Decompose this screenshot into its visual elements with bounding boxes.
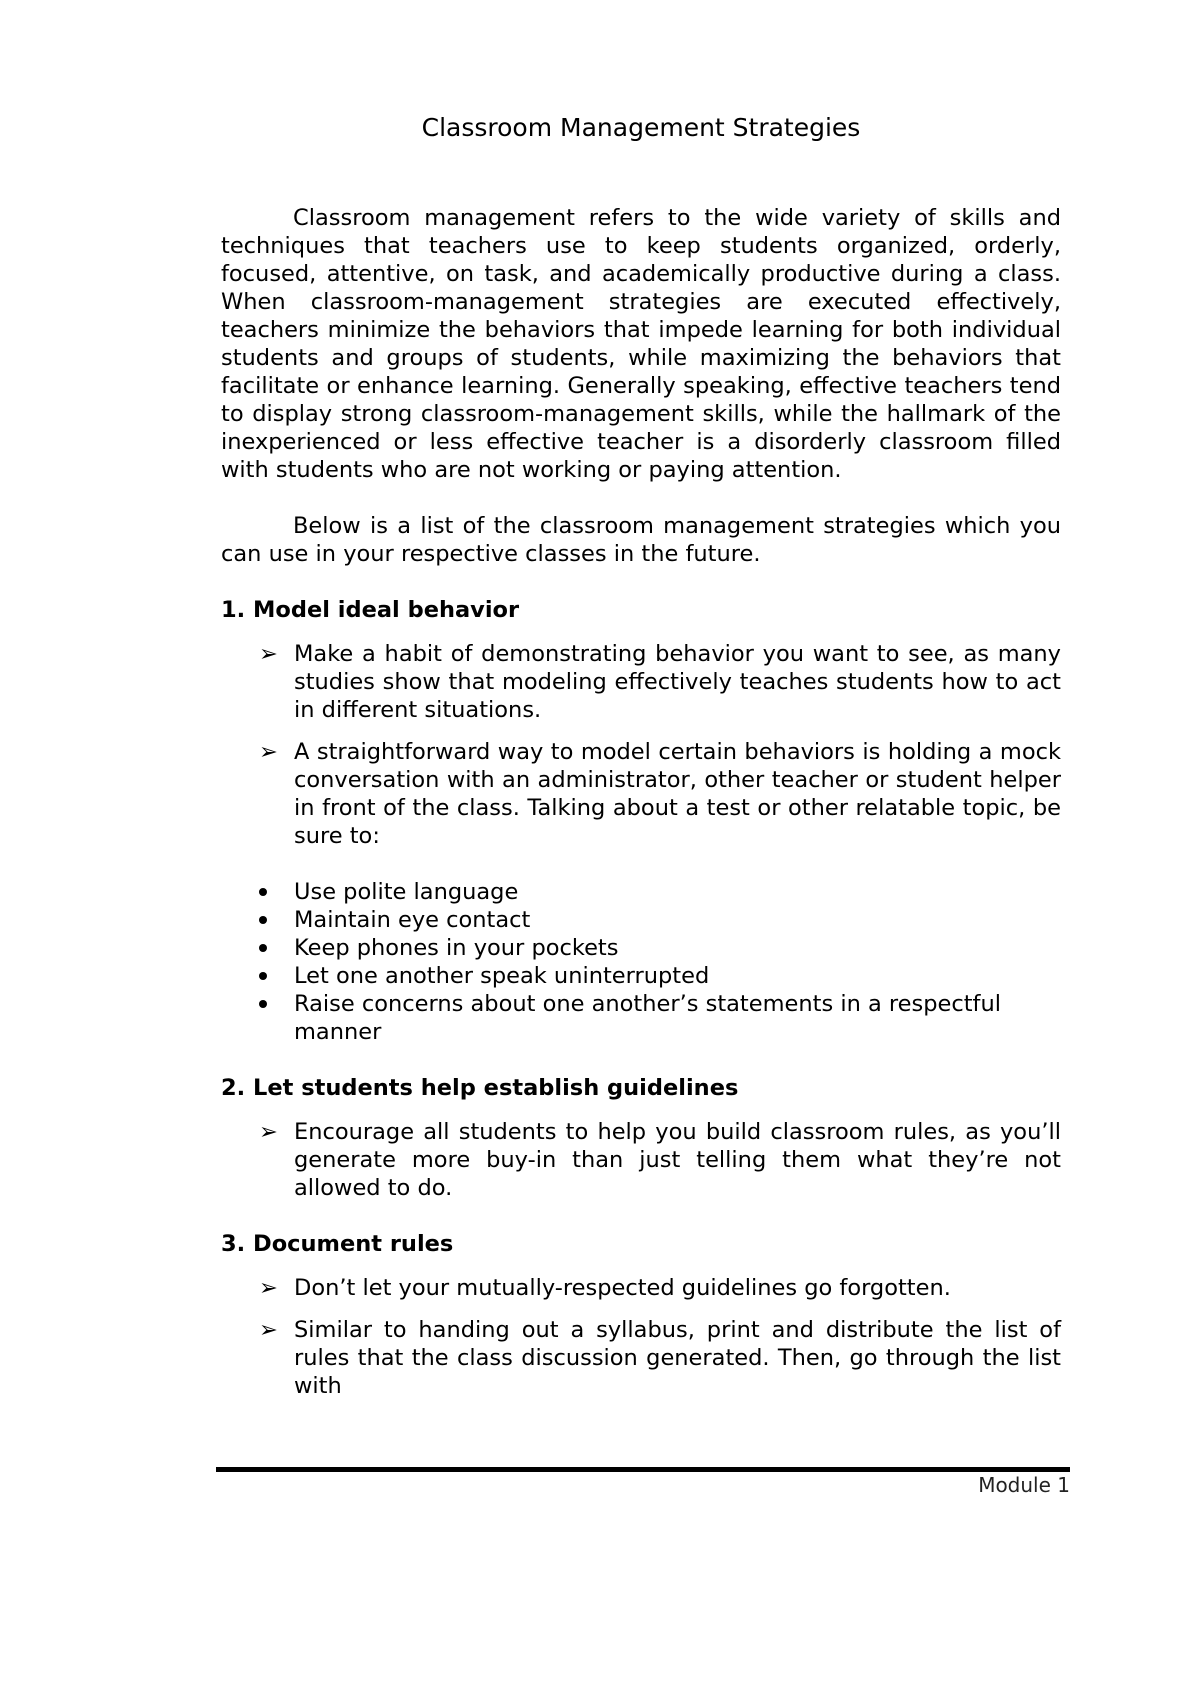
section-heading-model-ideal-behavior: 1. Model ideal behavior (221, 597, 520, 623)
section-heading-let-students-help: 2. Let students help establish guidelines (221, 1075, 739, 1101)
list-intro-paragraph: Below is a list of the classroom management strategies which you can use in your respective classes in the future. (221, 513, 1061, 567)
arrow-bullet-icon: ➢ (259, 1275, 278, 1301)
arrow-bullet-icon: ➢ (259, 1317, 278, 1343)
document-title: Classroom Management Strategies (421, 113, 861, 142)
intro-paragraph: Classroom management refers to the wide variety of skills and techniques that teachers use to keep students organized, orderly, focused, attentive, on task, and academically productive during a class. When classroom-management strategies are executed effectively, teachers minimize the behaviors that impede learning for both individual students and groups of students, while maximizing the behaviors that facilitate or enhance learning. Generally speaking, effective teachers tend to display strong classroom-management skills, while the hallmark of the inexperienced or less effective teacher is a disorderly classroom filled with students who are not working or paying attention. (221, 205, 1061, 483)
bullet-item-text: Raise concerns about one another’s statements in a respectful manner (294, 991, 1001, 1045)
bullet-item-text: Maintain eye contact (294, 907, 531, 933)
bullet-list-item (221, 878, 1061, 906)
bullet-dot-icon (259, 972, 267, 980)
arrow-list-item (221, 738, 1061, 850)
bullet-list-item (221, 906, 1061, 934)
footer-module-label: Module 1 (978, 1473, 1070, 1497)
bullet-item-text: Use polite language (294, 879, 519, 905)
bullet-list-item (221, 990, 1061, 1046)
arrow-list-item (221, 1316, 1061, 1400)
bullet-list-item (221, 962, 1061, 990)
bullet-dot-icon (259, 888, 267, 896)
arrow-list-item (221, 1274, 1061, 1302)
section-heading-document-rules: 3. Document rules (221, 1231, 454, 1257)
arrow-bullet-icon: ➢ (259, 1119, 278, 1145)
bullet-list (221, 878, 1061, 1046)
arrow-item-text: Make a habit of demonstrating behavior you want to see, as many studies show that modeling effectively teaches students how to act in different situations. (294, 641, 1061, 723)
document-content (221, 112, 1061, 1414)
arrow-item-text: Encourage all students to help you build classroom rules, as you’ll generate more buy-in than just telling them what they’re not allowed to do. (294, 1119, 1061, 1201)
arrow-list-item (221, 1118, 1061, 1202)
arrow-item-text: Similar to handing out a syllabus, print and distribute the list of rules that the class discussion generated. Then, go through the list with (294, 1317, 1061, 1399)
arrow-item-text: Don’t let your mutually-respected guidelines go forgotten. (294, 1275, 951, 1301)
bullet-item-text: Keep phones in your pockets (294, 935, 619, 961)
bullet-list-item (221, 934, 1061, 962)
footer-divider (216, 1467, 1070, 1472)
bullet-item-text: Let one another speak uninterrupted (294, 963, 710, 989)
bullet-dot-icon (259, 1000, 267, 1008)
arrow-bullet-icon: ➢ (259, 739, 278, 765)
arrow-bullet-icon: ➢ (259, 641, 278, 667)
arrow-list-item (221, 640, 1061, 724)
arrow-item-text: A straightforward way to model certain behaviors is holding a mock conversation with an administrator, other teacher or student helper in front of the class. Talking about a test or other relatable topic, be sure to: (294, 739, 1061, 849)
bullet-dot-icon (259, 944, 267, 952)
bullet-dot-icon (259, 916, 267, 924)
